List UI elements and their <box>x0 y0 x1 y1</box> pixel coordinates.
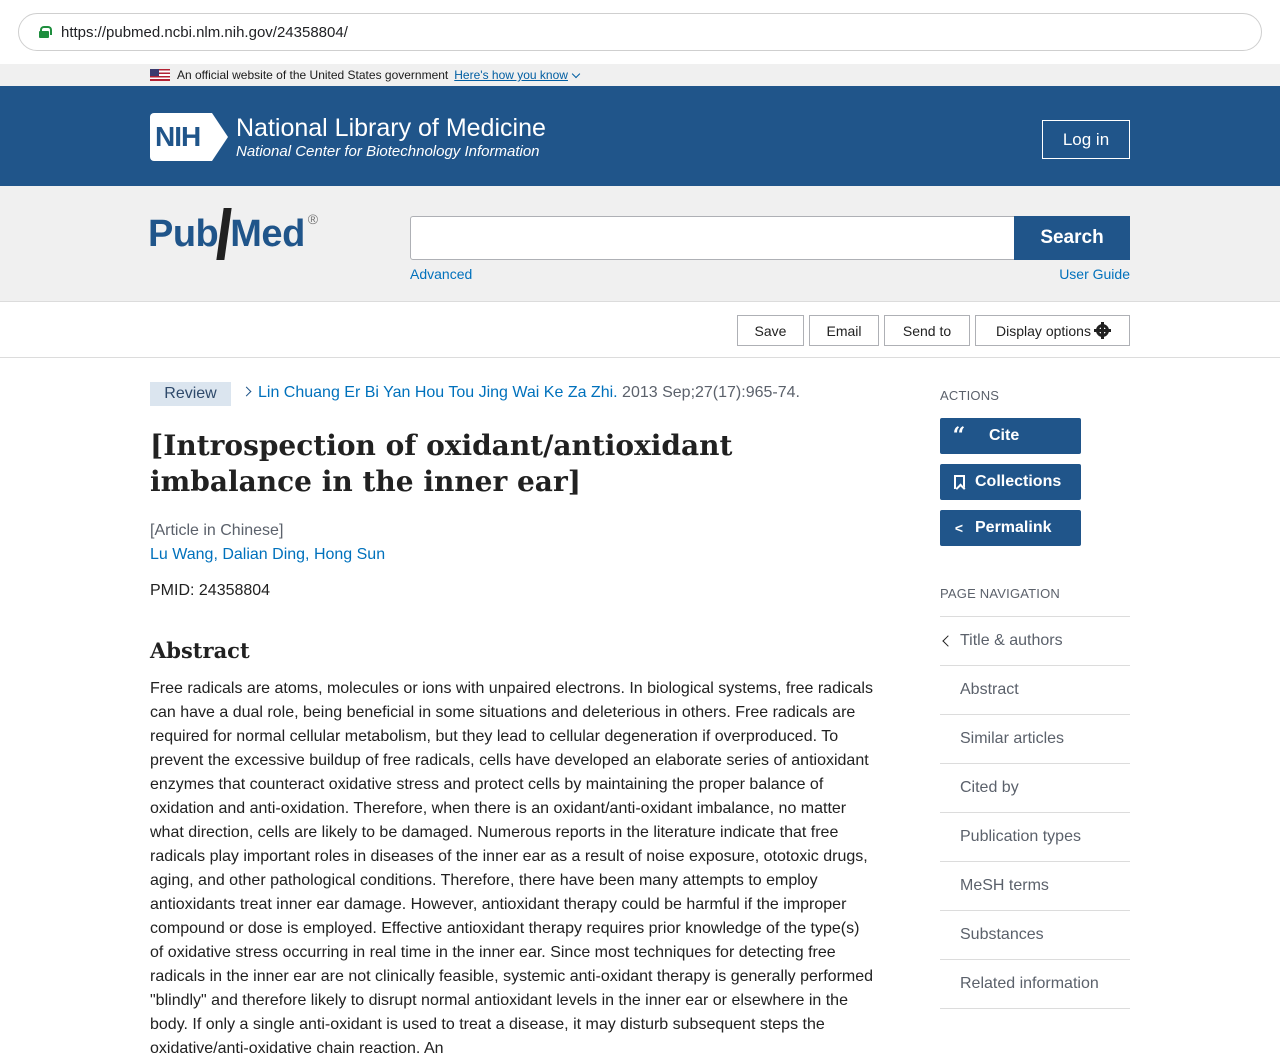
chevron-left-icon <box>942 635 953 646</box>
gov-banner-text: An official website of the United States government <box>177 68 449 82</box>
url-text[interactable]: https://pubmed.ncbi.nlm.nih.gov/24358804/ <box>61 23 348 41</box>
email-button[interactable]: Email <box>809 315 879 346</box>
article-toolbar <box>0 302 1280 358</box>
lock-icon <box>39 26 49 38</box>
address-bar[interactable] <box>18 13 1262 51</box>
nav-item-label: Related information <box>960 975 1099 992</box>
user-guide-link[interactable]: User Guide <box>1059 266 1130 282</box>
permalink-label: Permalink <box>975 519 1052 536</box>
chevron-right-icon[interactable] <box>242 387 252 397</box>
browser-chrome <box>0 0 1280 64</box>
page-navigation <box>940 616 1130 1009</box>
actions-heading: ACTIONS <box>940 388 1000 403</box>
nav-item-substances[interactable] <box>940 911 1130 960</box>
display-options-label: Display options <box>996 322 1091 339</box>
collections-button[interactable] <box>940 464 1081 500</box>
nlm-subtitle: National Center for Biotechnology Information <box>236 143 540 160</box>
abstract-heading: Abstract <box>150 638 250 663</box>
nav-item-title-authors[interactable] <box>940 617 1130 666</box>
permalink-button[interactable] <box>940 510 1081 546</box>
display-options-button[interactable] <box>975 315 1130 346</box>
review-badge: Review <box>150 382 231 406</box>
nav-item-publication-types[interactable] <box>940 813 1130 862</box>
nav-item-similar-articles[interactable] <box>940 715 1130 764</box>
pubmed-logo[interactable] <box>148 208 318 260</box>
chevron-down-icon[interactable] <box>572 69 580 77</box>
collections-label: Collections <box>975 473 1062 490</box>
nav-item-label: Cited by <box>960 779 1019 796</box>
nav-item-label: Similar articles <box>960 730 1065 747</box>
advanced-search-link[interactable]: Advanced <box>410 266 473 282</box>
author-list[interactable]: Lu Wang, Dalian Ding, Hong Sun <box>150 546 386 563</box>
nav-item-cited-by[interactable] <box>940 764 1130 813</box>
article-title: [Introspection of oxidant/antioxidant imbalance in the inner ear] <box>150 429 733 498</box>
nav-item-label: Title & authors <box>960 632 1063 649</box>
cite-button[interactable] <box>940 418 1081 454</box>
us-flag-icon <box>150 69 170 81</box>
quote-icon: “ <box>952 423 966 449</box>
pmid: PMID: 24358804 <box>150 582 271 599</box>
login-button[interactable]: Log in <box>1042 120 1130 159</box>
nlm-title: National Library of Medicine <box>236 114 546 142</box>
save-button[interactable]: Save <box>737 315 804 346</box>
abstract-text: Free radicals are atoms, molecules or ions with unpaired electrons. In biological systems, free radicals can have a dual role, being beneficial in some situations and deleterious in others. Free radicals are required for normal cellular metabolism, but they lead to cellular degeneration if overproduced. To prevent the excessive buildup of free radicals, cells have developed an elaborate series of antioxidant enzymes that counteract oxidative stress and protect cells by maintaining the proper balance of oxidation and anti-oxidation. Therefore, when there is an oxidant/anti-oxidant imbalance, no matter what direction, cells are likely to be damaged. Numerous reports in the literature indicate that free radicals play important roles in diseases of the inner ear as a result of noise exposure, ototoxic drugs, aging, and other pathological conditions. Therefore, there have been many attempts to employ antioxidants treat inner ear damage. However, antioxidant therapy could be harmful if the improper compound or dose is employed. Effective antioxidant therapy requires prior knowledge of the type(s) of oxidative stress occurring in real time in the inner ear. Since most techniques for detecting free radicals in the inner ear are not clinically feasible, systemic anti-oxidant therapy is generally performed "blindly" and therefore likely to disrupt normal antioxidant levels in the inner ear or elsewhere in the body. If only a single anti-oxidant is used to treat a disease, it may disturb subsequent steps the oxidative/anti-oxidative chain reaction. An <box>150 680 874 1057</box>
nlm-logo[interactable] <box>150 113 546 161</box>
cite-label: Cite <box>989 427 1020 444</box>
citation-text: 2013 Sep;27(17):965-74. <box>617 384 800 401</box>
search-area <box>0 186 1280 302</box>
nih-logo-arrow <box>212 113 228 161</box>
pubmed-logo-left: Pub <box>148 213 219 255</box>
page-navigation-heading: PAGE NAVIGATION <box>940 586 1061 601</box>
pubmed-logo-right: Med <box>230 213 305 255</box>
nav-item-abstract[interactable] <box>940 666 1130 715</box>
article-language: [Article in Chinese] <box>150 522 284 539</box>
bookmark-icon <box>952 475 966 489</box>
nav-item-label: Substances <box>960 926 1044 943</box>
gear-icon <box>1096 324 1109 337</box>
nav-item-label: MeSH terms <box>960 877 1049 894</box>
journal-citation <box>243 384 800 402</box>
nih-logo-mark: NIH <box>150 113 212 161</box>
send-to-button[interactable]: Send to <box>884 315 970 346</box>
gov-banner <box>0 64 1280 86</box>
nav-item-related-information[interactable] <box>940 960 1130 1009</box>
nlm-header <box>0 86 1280 186</box>
journal-link[interactable]: Lin Chuang Er Bi Yan Hou Tou Jing Wai Ke Za Zhi. <box>258 384 618 401</box>
search-button[interactable]: Search <box>1014 216 1130 260</box>
registered-mark: ® <box>307 211 318 227</box>
heres-how-you-know-link[interactable]: Here's how you know <box>454 68 568 82</box>
nav-item-mesh-terms[interactable] <box>940 862 1130 911</box>
share-icon: < <box>954 520 964 536</box>
nav-item-label: Publication types <box>960 828 1081 845</box>
nav-item-label: Abstract <box>960 681 1019 698</box>
search-input[interactable] <box>410 216 1015 260</box>
